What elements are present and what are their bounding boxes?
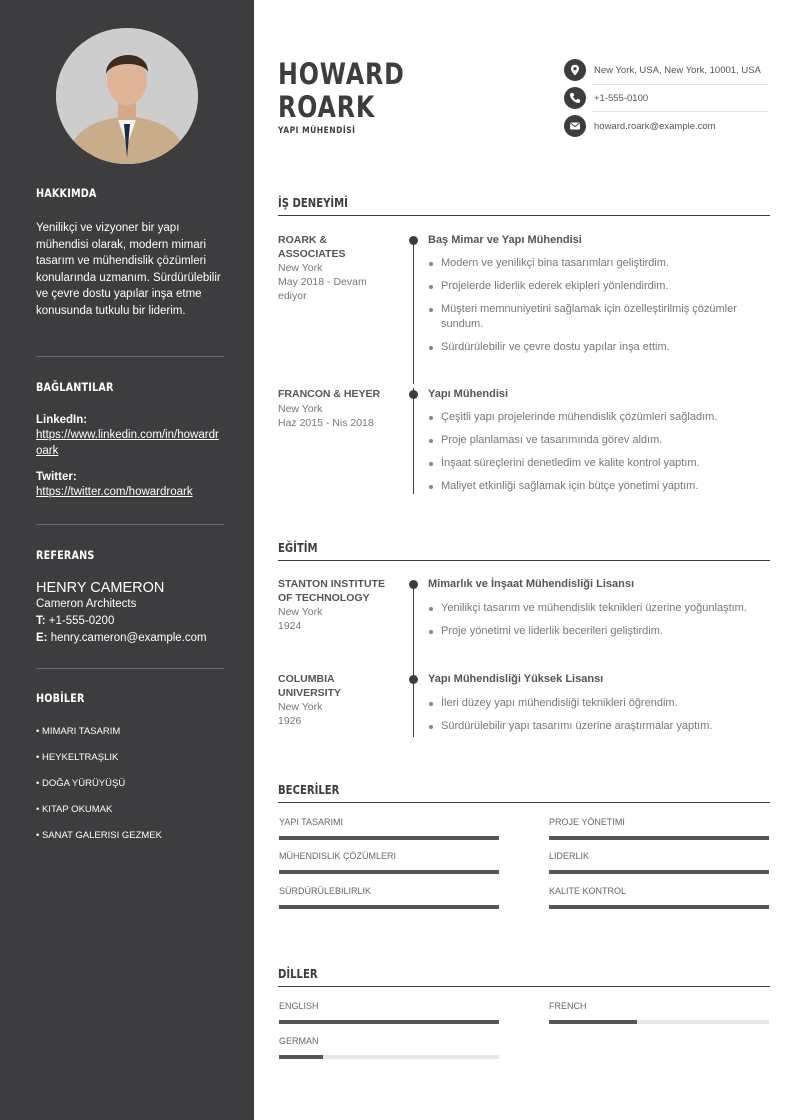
reference-name: HENRY CAMERON xyxy=(36,580,165,596)
skill-bar-fill xyxy=(279,836,499,840)
org-name: ROARK & ASSOCIATES xyxy=(278,234,346,260)
hobby-item: • DOĞA YÜRÜYÜŞÜ xyxy=(36,778,126,789)
skill-name: KALITE KONTROL xyxy=(549,886,627,896)
location-pin-icon xyxy=(564,59,586,81)
role-bullets xyxy=(428,256,770,355)
twitter-label: Twitter: xyxy=(36,471,77,483)
bullet-item: Sürdürülebilir yapı tasarımı üzerine araştırmalar yaptım. xyxy=(428,719,770,734)
contact-divider xyxy=(592,84,768,85)
skill-item xyxy=(279,817,499,827)
sidebar xyxy=(0,0,254,1120)
linkedin-link[interactable]: https://www.linkedin.com/in/howardroark xyxy=(36,429,219,457)
languages-rule xyxy=(278,986,770,987)
contact-email-text: howard.roark@example.com xyxy=(594,120,716,132)
org-location: New York xyxy=(278,402,323,415)
experience-entry xyxy=(278,388,770,496)
language-bar-fill xyxy=(279,1020,499,1024)
school-name: STANTON INSTITUTE OF TECHNOLOGY xyxy=(278,578,385,604)
language-name: GERMAN xyxy=(279,1036,319,1046)
school-dates: 1926 xyxy=(278,715,302,727)
experience-org xyxy=(278,234,396,303)
school-name: COLUMBIA UNIVERSITY xyxy=(278,673,342,699)
reference-company: Cameron Architects xyxy=(36,598,137,610)
hobby-item: • MIMARI TASARIM xyxy=(36,726,121,737)
hobby-item: • SANAT GALERISI GEZMEK xyxy=(36,830,162,841)
links-heading: BAĞLANTILAR xyxy=(36,380,114,394)
bullet-item: İnşaat süreçlerini denetledim ve kalite kontrol yaptım. xyxy=(428,456,770,471)
education-org xyxy=(278,578,396,633)
education-entry xyxy=(278,673,770,739)
timeline-dot xyxy=(409,580,418,589)
skill-bar-fill xyxy=(549,836,769,840)
hobbies-list xyxy=(36,725,224,855)
reference-phone-label: T: xyxy=(36,615,46,627)
reference-email-label: E: xyxy=(36,632,48,644)
skill-name: PROJE YÖNETIMI xyxy=(549,817,625,827)
bullet-item: Proje planlaması ve tasarımında görev aldım. xyxy=(428,433,770,448)
contact-email xyxy=(564,115,768,137)
reference-heading: REFERANS xyxy=(36,548,95,562)
bullet-item: Sürdürülebilir ve çevre dostu yapılar inşa ettim. xyxy=(428,340,770,355)
school-location: New York xyxy=(278,606,323,618)
language-bar xyxy=(279,1055,499,1059)
contact-phone-text: +1-555-0100 xyxy=(594,92,649,104)
job-title: YAPI MÜHENDİSİ xyxy=(278,126,356,136)
timeline-line xyxy=(413,388,414,494)
about-text: Yenilikçi ve vizyoner bir yapı mühendisi olarak, modern mimari tasarım ve mühendislik çözümleri konularında uzmanım. Sürdürülebilir ve çevre dostu yapılar inşa etme konusunda tutkulu bir liderim. xyxy=(36,222,221,317)
experience-org xyxy=(278,388,396,430)
skill-bar-fill xyxy=(279,905,499,909)
phone-icon xyxy=(564,87,586,109)
reference-email xyxy=(36,630,224,647)
timeline-line xyxy=(413,238,414,384)
bullet-item: Maliyet etkinliği sağlamak için bütçe yönetimi yaptım. xyxy=(428,479,770,494)
skill-item xyxy=(549,851,769,861)
candidate-name xyxy=(278,58,405,124)
experience-entry xyxy=(278,234,770,394)
skill-bar-fill xyxy=(279,870,499,874)
contact-address xyxy=(564,59,768,81)
education-org xyxy=(278,673,396,728)
skill-bar xyxy=(549,870,769,874)
first-name: HOWARD xyxy=(278,57,405,91)
school-location: New York xyxy=(278,701,323,713)
linkedin-label: LinkedIn: xyxy=(36,414,88,426)
skill-item xyxy=(279,886,499,896)
language-item xyxy=(549,1001,769,1011)
contact-address-text: New York, USA, New York, 10001, USA xyxy=(594,64,761,76)
twitter-link[interactable]: https://twitter.com/howardroark xyxy=(36,486,193,498)
skill-bar-fill xyxy=(549,905,769,909)
school-dates: 1924 xyxy=(278,620,302,632)
about-heading: HAKKIMDA xyxy=(36,186,97,200)
last-name: ROARK xyxy=(278,90,376,124)
bullet-item: Modern ve yenilikçi bina tasarımları geliştirdim. xyxy=(428,256,770,271)
education-entry xyxy=(278,578,770,678)
email-icon xyxy=(564,115,586,137)
hobby-item: • KITAP OKUMAK xyxy=(36,804,113,815)
timeline-line xyxy=(413,582,414,678)
skills-heading: BECERİLER xyxy=(278,783,340,797)
bullet-item: Müşteri memnuniyetini sağlamak için özelleştirilmiş çözümler sundum. xyxy=(428,302,770,332)
skill-name: LIDERLIK xyxy=(549,851,590,861)
experience-heading: İŞ DENEYİMİ xyxy=(278,196,348,210)
experience-rule xyxy=(278,215,770,216)
skill-name: YAPI TASARIMI xyxy=(279,817,344,827)
org-name: FRANCON & HEYER xyxy=(278,388,381,400)
org-location: New York xyxy=(278,262,323,274)
org-dates: May 2018 - Devam ediyor xyxy=(278,276,367,302)
skill-item xyxy=(549,886,769,896)
bullet-item: İleri düzey yapı mühendisliği teknikleri öğrendim. xyxy=(428,696,770,711)
reference-email-value: henry.cameron@example.com xyxy=(50,632,207,644)
language-bar xyxy=(279,1020,499,1024)
skill-bar-fill xyxy=(549,870,769,874)
bullet-item: Çeşitli yapı projelerinde mühendislik çözümleri sağladım. xyxy=(428,410,770,425)
linkedin-entry xyxy=(36,414,224,459)
profile-photo xyxy=(56,28,198,164)
language-item xyxy=(279,1036,499,1046)
degree-title: Mimarlık ve İnşaat Mühendisliği Lisansı xyxy=(428,578,635,590)
education-heading: EĞİTİM xyxy=(278,541,318,555)
degree-title: Yapı Mühendisliği Yüksek Lisansı xyxy=(428,673,604,685)
timeline-dot xyxy=(409,675,418,684)
bullet-item: Projelerde liderlik ederek ekipleri yönlendirdim. xyxy=(428,279,770,294)
skill-bar xyxy=(279,905,499,909)
language-bar-fill xyxy=(279,1055,323,1059)
sidebar-divider xyxy=(36,524,224,525)
role-title: Baş Mimar ve Yapı Mühendisi xyxy=(428,234,582,246)
reference-section xyxy=(36,548,224,647)
contact-phone xyxy=(564,87,768,109)
links-section xyxy=(36,380,224,500)
skill-item xyxy=(279,851,499,861)
skill-item xyxy=(549,817,769,827)
role-title: Yapı Mühendisi xyxy=(428,388,509,400)
skill-bar xyxy=(549,836,769,840)
contact-divider xyxy=(592,111,768,112)
skill-name: SÜRDÜRÜLEBILIRLIK xyxy=(279,886,372,896)
hobbies-heading: HOBİLER xyxy=(36,691,85,705)
bullet-item: Yenilikçi tasarım ve mühendislik teknikleri üzerine yoğunlaştım. xyxy=(428,601,770,616)
skill-name: MÜHENDISLIK ÇÖZÜMLERI xyxy=(279,851,397,861)
languages-heading: DİLLER xyxy=(278,967,318,981)
timeline-dot xyxy=(409,390,418,399)
language-bar-fill xyxy=(549,1020,637,1024)
sidebar-divider xyxy=(36,668,224,669)
degree-bullets xyxy=(428,696,770,734)
skills-rule xyxy=(278,802,770,803)
bullet-item: Proje yönetimi ve liderlik becerileri geliştirdim. xyxy=(428,624,770,639)
language-bar xyxy=(549,1020,769,1024)
skill-bar xyxy=(549,905,769,909)
education-rule xyxy=(278,560,770,561)
twitter-entry xyxy=(36,471,224,500)
skill-bar xyxy=(279,836,499,840)
degree-bullets xyxy=(428,601,770,639)
timeline-dot xyxy=(409,236,418,245)
skill-bar xyxy=(279,870,499,874)
hobbies-section xyxy=(36,691,224,855)
org-dates: Haz 2015 - Nis 2018 xyxy=(278,416,374,429)
hobby-item: • HEYKELTRAŞLIK xyxy=(36,752,119,763)
about-section xyxy=(36,186,224,319)
language-name: FRENCH xyxy=(549,1001,587,1011)
reference-phone-value: +1-555-0200 xyxy=(48,615,115,627)
sidebar-divider xyxy=(36,356,224,357)
language-item xyxy=(279,1001,499,1011)
language-name: ENGLISH xyxy=(279,1001,319,1011)
reference-phone xyxy=(36,613,224,630)
role-bullets xyxy=(428,410,770,494)
